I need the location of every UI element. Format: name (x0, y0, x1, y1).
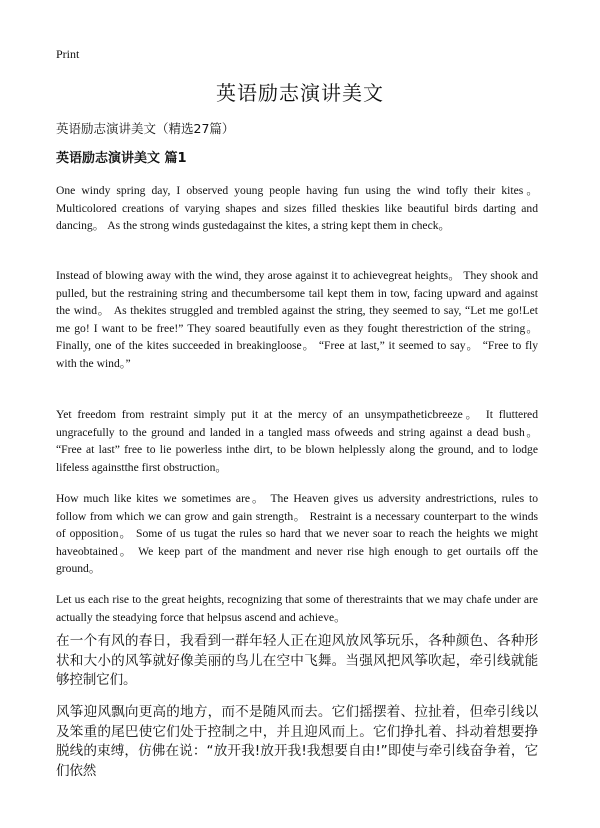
paragraph-zh-2: 风筝迎风飘向更高的地方，而不是随风而去。它们摇摆着、拉扯着，但牵引线以及笨重的尾巴使它们处于控制之中，并且迎风而上。它们挣扎着、抖动着想要挣脱线的束缚，仿佛在说：“放开我!放开我!我想要自由!”即使与牵引线奋争着，它们依然 (56, 704, 538, 779)
paragraph-zh-1: 在一个有风的春日，我看到一群年轻人正在迎风放风筝玩乐，各种颜色、各种形状和大小的风筝就好像美丽的鸟儿在空中飞舞。当强风把风筝吹起，牵引线就能够控制它们。 (56, 633, 538, 688)
paragraph-en-3: Yet freedom from restraint simply put it at the mercy of an unsympatheticbreeze。 It fluttered ungracefully to the ground and landed in a tangled mass ofweeds and string against a dead bush。 “Free at last” free to lie powerless inthe dirt, to be blown helplessly along the ground, and to lodge lifeless againstthe first obstruction。 (56, 408, 538, 474)
document-title: 英语励志演讲美文 (216, 81, 384, 105)
section-heading: 英语励志演讲美文 篇1 (56, 151, 187, 166)
paragraph-en-2: Instead of blowing away with the wind, they arose against it to achievegreat heights。 They shook and pulled, but the restraining string and thecumbersome tail kept them in tow, facing upward and against the wind。 As thekites struggled and trembled against the string, they seemed to say, “Let me go!Let me go! I want to be free!” They soared beautifully even as they fought therestriction of the string。 Finally, one of the kites succeeded in breakingloose。 “Free at last,” it seemed to say。 “Free to fly with the wind。” (56, 269, 538, 370)
paragraph-en-1: One windy spring day, I observed young people having fun using the wind tofly their kites。 Multicolored creations of varying shapes and sizes filled theskies like beautiful birds darting and dancing。 As the strong winds gustedagainst the kites, a string kept them in check。 (56, 184, 538, 233)
paragraph-en-5: Let us each rise to the great heights, recognizing that some of therestraints that we may chafe under are actually the steadying force that helpsus ascend and achieve。 (56, 593, 538, 624)
print-link[interactable]: Print (56, 47, 80, 61)
document-subtitle: 英语励志演讲美文（精选27篇） (56, 121, 235, 136)
paragraph-en-4: How much like kites we sometimes are。 The Heaven gives us adversity andrestrictions, rules to follow from which we can grow and gain strength。 Restraint is a necessary counterpart to the winds of opposition。 Some of us tugat the rules so hard that we never soar to reach the heights we might haveobtained。 We keep part of the mandment and never rise high enough to get ourtails off the ground。 (56, 492, 538, 576)
